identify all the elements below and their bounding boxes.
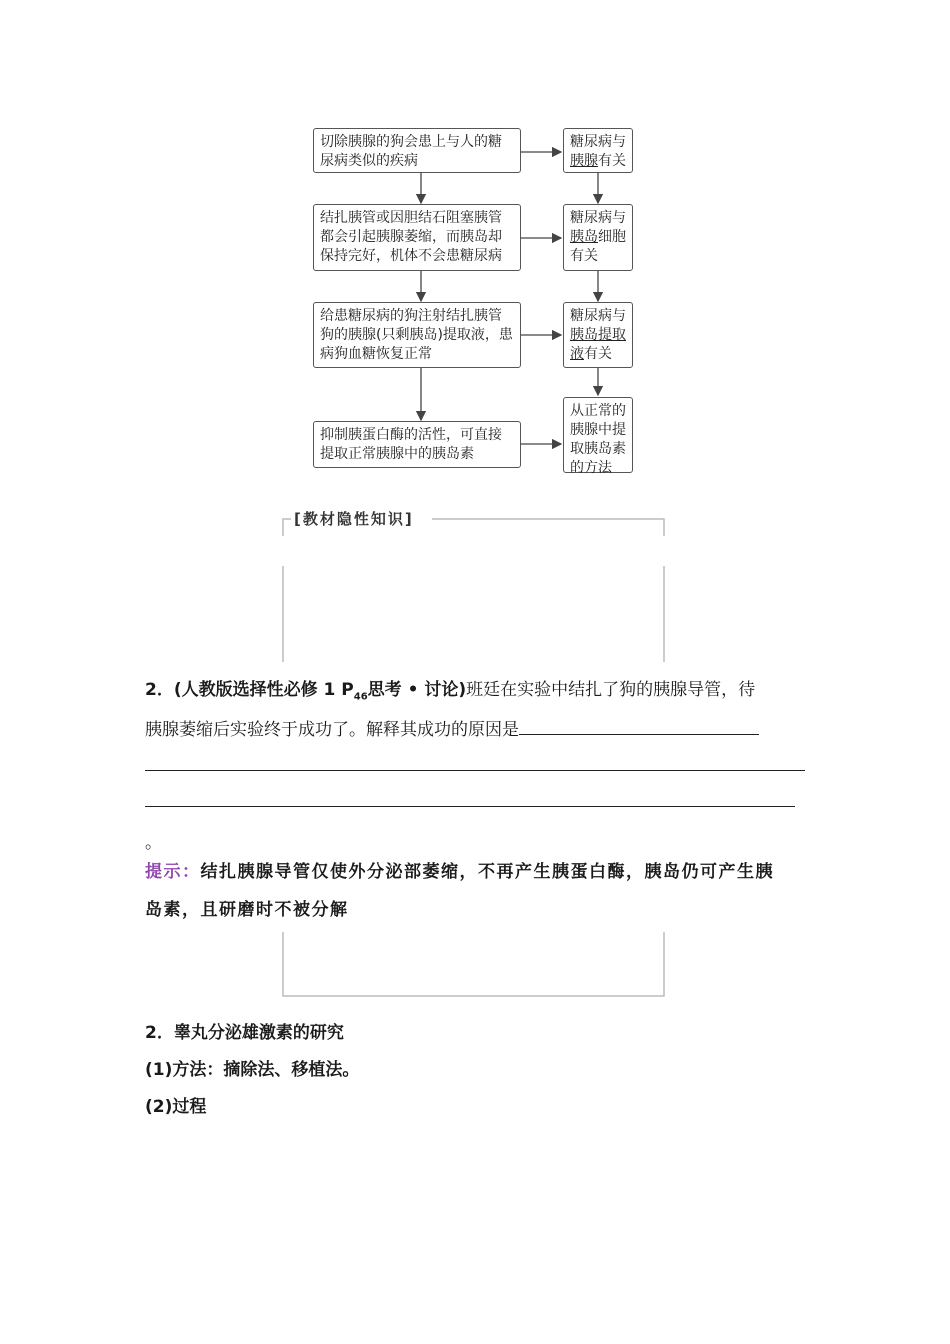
hint-line-2: 岛素，且研磨时不被分解 — [145, 900, 349, 920]
question-line-1: 2．(人教版选择性必修 1 $P_{46}$思考 • 讨论)班廷在实验中结扎了狗的胰腺导管，待 — [145, 680, 756, 703]
answer-blank[interactable] — [519, 716, 759, 735]
answer-line-2[interactable] — [145, 806, 795, 807]
flow-box-right-1: 糖尿病与 胰腺有关 — [563, 128, 633, 173]
question-end: 。 — [145, 833, 162, 853]
section2-heading: 2．睾丸分泌雄激素的研究 — [145, 1023, 344, 1043]
question-line-2: 胰腺萎缩后实验终于成功了。解释其成功的原因是 — [145, 716, 807, 742]
flow-box-right-2: 糖尿病与 胰岛细胞 有关 — [563, 204, 633, 271]
section-title: [教材隐性知识] — [294, 510, 414, 528]
flow-box-right-4: 从正常的胰腺中提取胰岛素的方法 — [563, 397, 633, 473]
section2-process: (2)过程 — [145, 1097, 207, 1117]
section2-method: (1)方法：摘除法、移植法。 — [145, 1060, 360, 1080]
flow-box-left-1: 切除胰腺的狗会患上与人的糖尿病类似的疾病 — [313, 128, 521, 173]
flow-box-left-4: 抑制胰蛋白酶的活性，可直接提取正常胰腺中的胰岛素 — [313, 421, 521, 468]
answer-line-1[interactable] — [145, 770, 805, 771]
hint-line-1: 提示：结扎胰腺导管仅使外分泌部萎缩，不再产生胰蛋白酶，胰岛仍可产生胰 — [145, 862, 774, 882]
hint-label: 提示： — [145, 862, 201, 882]
flow-box-right-3: 糖尿病与 胰岛提取 液有关 — [563, 302, 633, 368]
flow-box-left-2: 结扎胰管或因胆结石阻塞胰管都会引起胰腺萎缩，而胰岛却保持完好，机体不会患糖尿病 — [313, 204, 521, 271]
flow-box-left-3: 给患糖尿病的狗注射结扎胰管狗的胰腺(只剩胰岛)提取液，患病狗血糖恢复正常 — [313, 302, 521, 368]
